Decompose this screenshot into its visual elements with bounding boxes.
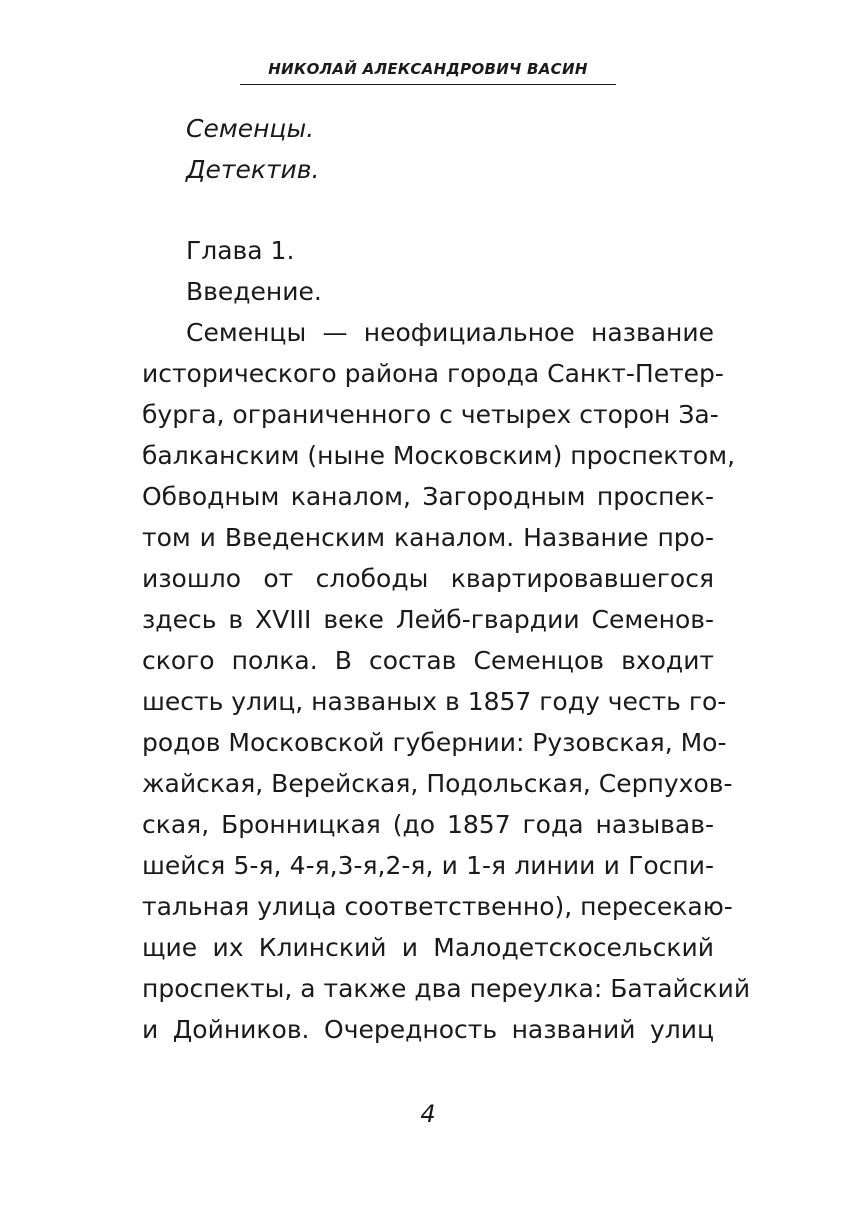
chapter-heading: Глава 1. bbox=[186, 236, 295, 265]
body-line: родов Московской губернии: Рузовская, Мо- bbox=[142, 728, 727, 757]
body-line: ского полка. В состав Семенцов входит bbox=[142, 646, 714, 675]
body-line: шейся 5-я, 4-я,3-я,2-я, и 1-я линии и Госпи- bbox=[142, 851, 714, 880]
body-line: балканским (ныне Московским) проспектом, bbox=[142, 441, 736, 470]
page-number: 4 bbox=[420, 1100, 436, 1128]
body-line: проспекты, а также два переулка: Батайский bbox=[142, 974, 751, 1003]
book-genre: Детектив. bbox=[186, 155, 320, 184]
body-line: том и Введенским каналом. Название про- bbox=[142, 523, 714, 552]
body-line: и Дойников. Очередность названий улиц bbox=[142, 1015, 714, 1044]
body-line: изошло от слободы квартировавшегося bbox=[142, 564, 714, 593]
body-line: щие их Клинский и Малодетскосельский bbox=[142, 933, 714, 962]
body-line: жайская, Верейская, Подольская, Серпухов- bbox=[142, 769, 733, 798]
body-line: шесть улиц, названых в 1857 году честь го- bbox=[142, 687, 727, 716]
body-line: Обводным каналом, Загородным проспек- bbox=[142, 482, 714, 511]
body-line: ская, Бронницкая (до 1857 года называв- bbox=[142, 810, 714, 839]
running-header: НИКОЛАЙ АЛЕКСАНДРОВИЧ ВАСИН bbox=[268, 60, 588, 78]
body-line: бурга, ограниченного с четырех сторон За- bbox=[142, 400, 719, 429]
header-rule bbox=[240, 84, 616, 85]
body-line: тальная улица соответственно), пересекаю- bbox=[142, 892, 733, 921]
body-line: исторического района города Санкт-Петер- bbox=[142, 359, 724, 388]
book-title: Семенцы. bbox=[186, 114, 315, 143]
body-line: здесь в XVIII веке Лейб-гвардии Семенов- bbox=[142, 605, 714, 634]
chapter-subheading: Введение. bbox=[186, 277, 322, 306]
body-line: Семенцы — неофициальное название bbox=[186, 318, 714, 347]
